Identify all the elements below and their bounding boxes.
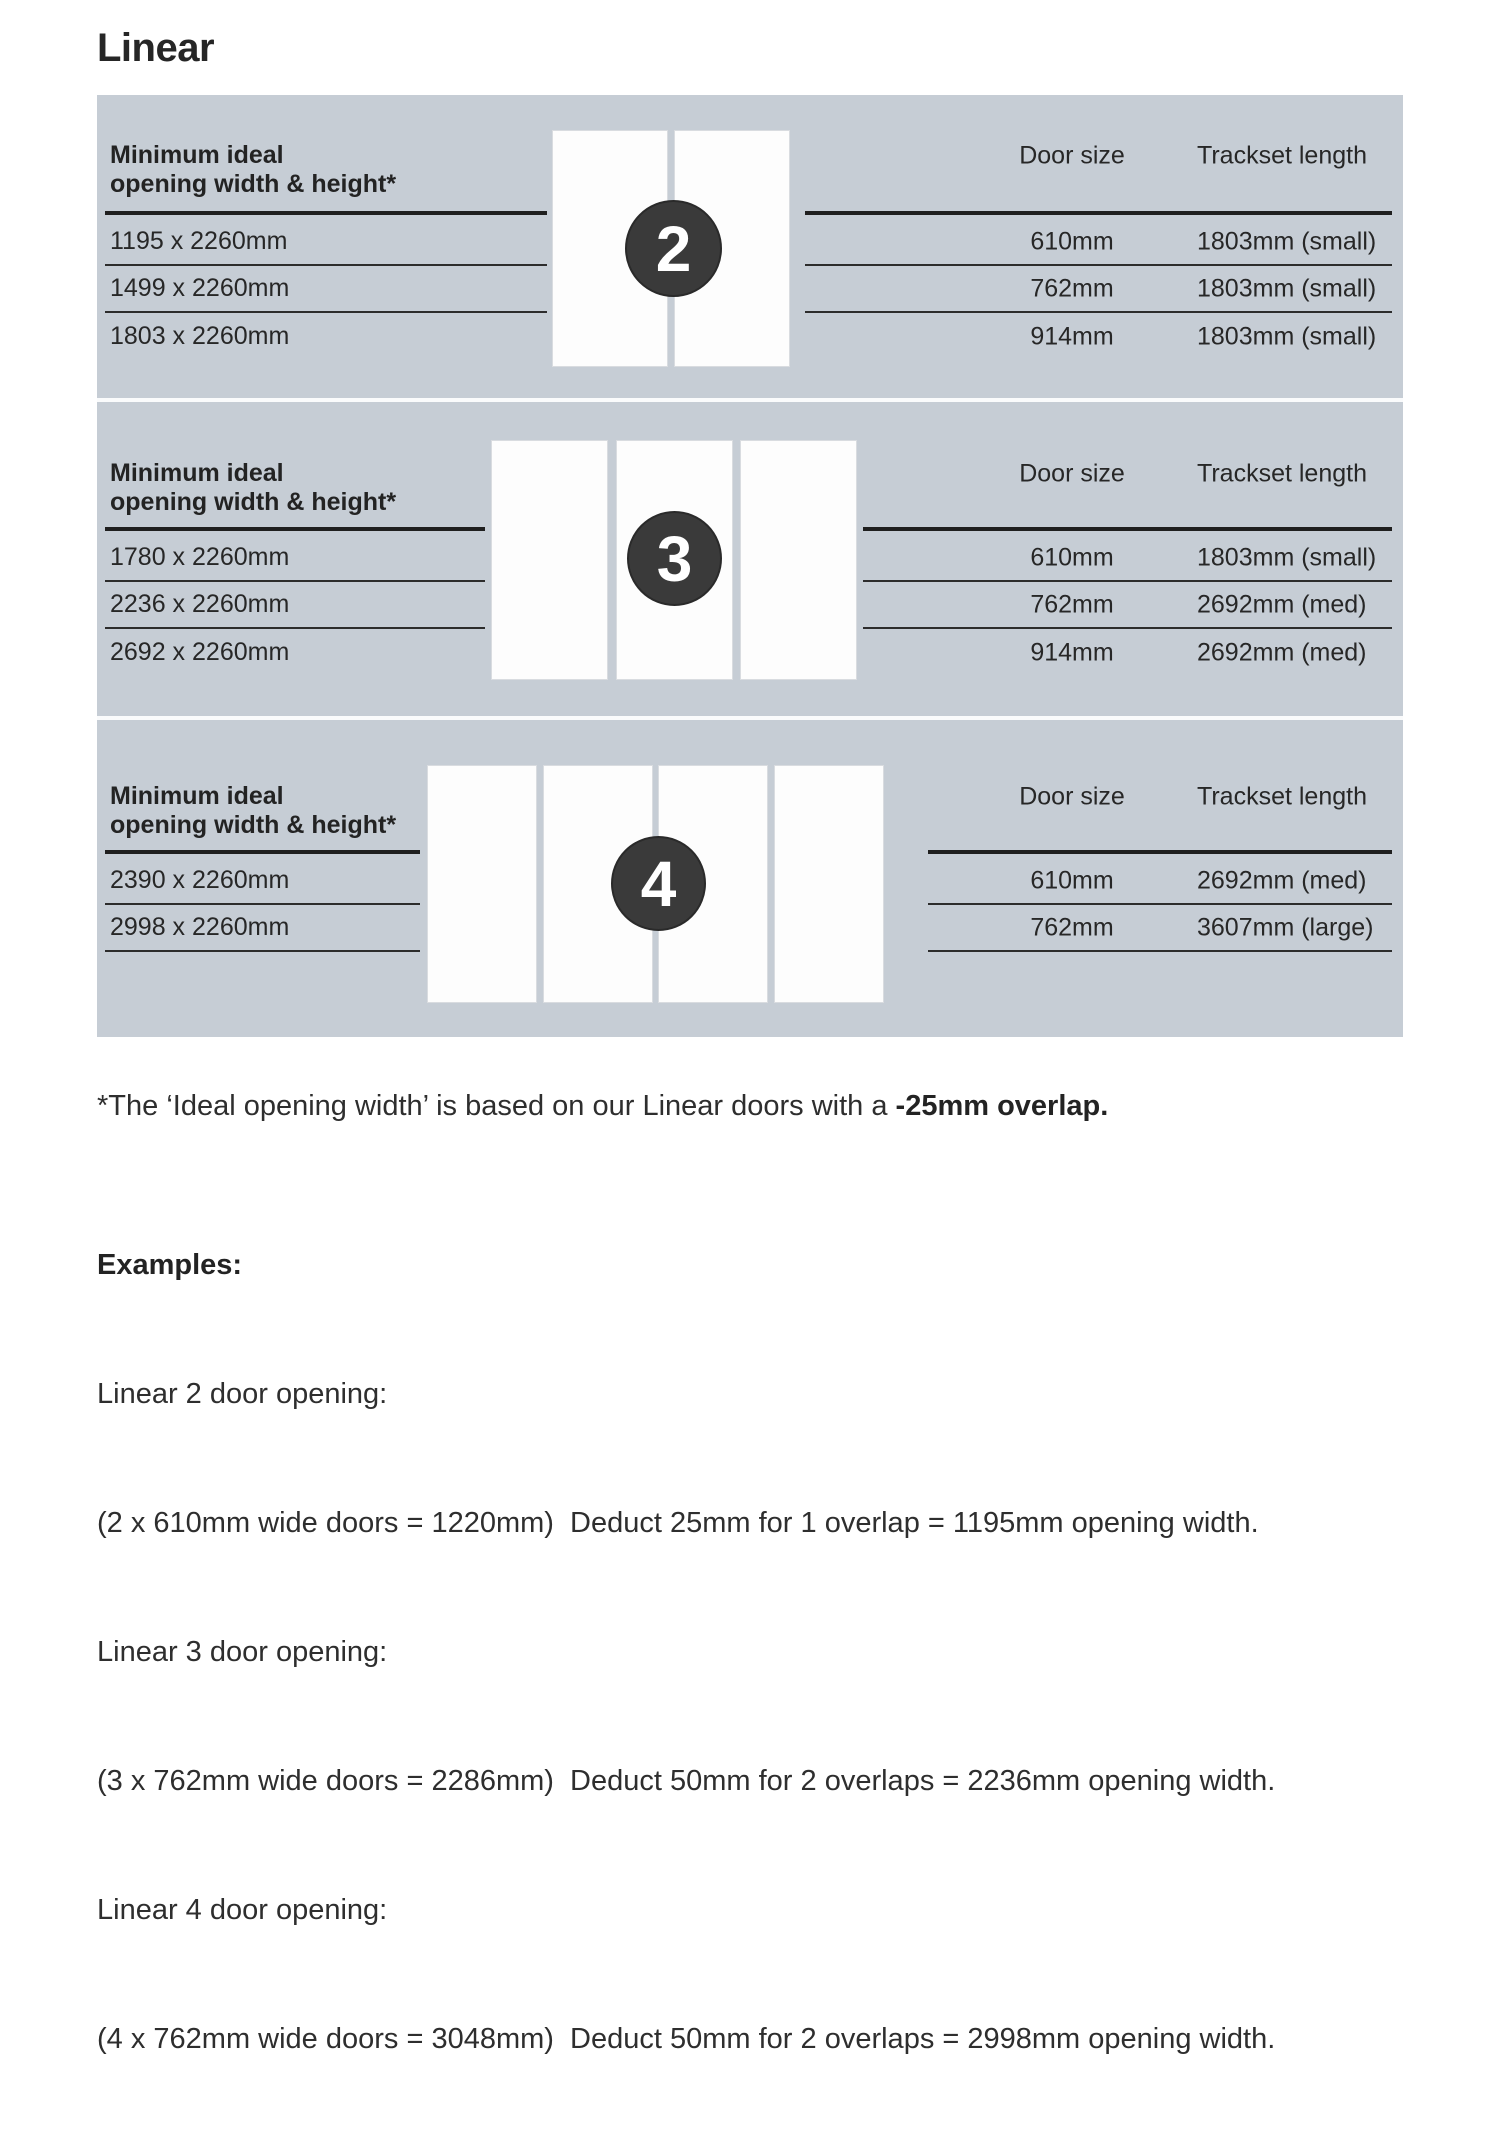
page-title: Linear bbox=[97, 26, 215, 70]
trackset-length-value: 1803mm (small) bbox=[1197, 543, 1377, 571]
trackset-length-value: 1803mm (small) bbox=[1197, 274, 1377, 302]
door-count-badge: 3 bbox=[627, 511, 722, 606]
right-table-header bbox=[805, 141, 1392, 170]
opening-size-table bbox=[105, 858, 420, 952]
table-row bbox=[928, 858, 1392, 905]
footnote-text: *The ‘Ideal opening width’ is based on our Linear doors with a bbox=[97, 1090, 896, 1122]
min-opening-header-line2: opening width & height* bbox=[110, 170, 397, 198]
right-table-header bbox=[863, 459, 1392, 488]
examples-heading: Examples: bbox=[97, 1249, 243, 1281]
footnote bbox=[97, 1090, 1108, 1123]
table-row bbox=[805, 219, 1392, 266]
example-line: Linear 4 door opening: bbox=[97, 1894, 388, 1926]
min-opening-header-line1: Minimum ideal bbox=[110, 782, 284, 810]
table-row: 1803 x 2260mm bbox=[110, 322, 290, 350]
table-row bbox=[805, 313, 1392, 360]
table-row bbox=[863, 535, 1392, 582]
trackset-table bbox=[928, 858, 1392, 952]
opening-size-table bbox=[105, 535, 485, 676]
right-table-header bbox=[928, 782, 1392, 811]
right-table-rule bbox=[863, 527, 1392, 531]
trackset-length-header: Trackset length bbox=[1197, 459, 1367, 487]
trackset-table bbox=[805, 219, 1392, 360]
trackset-length-value: 2692mm (med) bbox=[1197, 638, 1367, 666]
door-size-value: 762mm bbox=[1030, 274, 1114, 302]
right-table-rule bbox=[928, 850, 1392, 854]
table-row: 2390 x 2260mm bbox=[105, 858, 420, 905]
left-table-rule bbox=[105, 211, 547, 215]
footnote-bold: -25mm overlap. bbox=[895, 1090, 1109, 1122]
min-opening-header bbox=[110, 141, 396, 199]
min-opening-header-line2: opening width & height* bbox=[110, 811, 397, 839]
trackset-length-header: Trackset length bbox=[1197, 782, 1367, 810]
trackset-length-value: 3607mm (large) bbox=[1197, 913, 1374, 941]
example-line: Linear 3 door opening: bbox=[97, 1636, 388, 1668]
min-opening-header-line2: opening width & height* bbox=[110, 488, 397, 516]
door-size-value: 610mm bbox=[1030, 227, 1114, 255]
table-row: 2236 x 2260mm bbox=[105, 582, 485, 629]
table-row: 2692 x 2260mm bbox=[110, 638, 290, 666]
min-opening-header bbox=[110, 782, 396, 840]
door-size-value: 914mm bbox=[1030, 322, 1114, 350]
door-size-header: Door size bbox=[1019, 459, 1125, 487]
min-opening-header-line1: Minimum ideal bbox=[110, 459, 284, 487]
example-line: (2 x 610mm wide doors = 1220mm) Deduct 25mm for 1 overlap = 1195mm opening width. bbox=[97, 1507, 1259, 1539]
example-line: Linear 2 door opening: bbox=[97, 1378, 388, 1410]
table-row: 2998 x 2260mm bbox=[105, 905, 420, 952]
table-row bbox=[805, 266, 1392, 313]
trackset-length-header: Trackset length bbox=[1197, 141, 1367, 169]
trackset-length-value: 1803mm (small) bbox=[1197, 227, 1377, 255]
door-panel bbox=[740, 440, 857, 680]
trackset-length-value: 2692mm (med) bbox=[1197, 866, 1367, 894]
min-opening-header-line1: Minimum ideal bbox=[110, 141, 284, 169]
trackset-table bbox=[863, 535, 1392, 676]
left-table-rule bbox=[105, 527, 485, 531]
door-count-badge: 2 bbox=[625, 200, 722, 297]
table-row bbox=[863, 582, 1392, 629]
table-row bbox=[928, 905, 1392, 952]
min-opening-header bbox=[110, 459, 396, 517]
table-row: 1780 x 2260mm bbox=[105, 535, 485, 582]
door-panel bbox=[774, 765, 884, 1003]
example-line: (4 x 762mm wide doors = 3048mm) Deduct 50mm for 2 overlaps = 2998mm opening width. bbox=[97, 2023, 1276, 2055]
section-divider bbox=[97, 398, 1403, 402]
opening-size-table bbox=[105, 219, 547, 360]
trackset-length-value: 1803mm (small) bbox=[1197, 322, 1377, 350]
table-row bbox=[863, 629, 1392, 676]
door-size-header: Door size bbox=[1019, 782, 1125, 810]
table-row: 1499 x 2260mm bbox=[105, 266, 547, 313]
spec-panel bbox=[97, 95, 1403, 1037]
examples-block bbox=[97, 1158, 1275, 2147]
door-panel bbox=[427, 765, 537, 1003]
section-divider bbox=[97, 716, 1403, 720]
door-size-value: 610mm bbox=[1030, 866, 1114, 894]
door-size-value: 914mm bbox=[1030, 638, 1114, 666]
door-panel bbox=[491, 440, 608, 680]
door-count-badge: 4 bbox=[611, 836, 706, 931]
door-size-value: 762mm bbox=[1030, 913, 1114, 941]
trackset-length-value: 2692mm (med) bbox=[1197, 590, 1367, 618]
door-size-header: Door size bbox=[1019, 141, 1125, 169]
right-table-rule bbox=[805, 211, 1392, 215]
left-table-rule bbox=[105, 850, 420, 854]
door-size-value: 762mm bbox=[1030, 590, 1114, 618]
table-row: 1195 x 2260mm bbox=[105, 219, 547, 266]
door-size-value: 610mm bbox=[1030, 543, 1114, 571]
example-line: (3 x 762mm wide doors = 2286mm) Deduct 50mm for 2 overlaps = 2236mm opening width. bbox=[97, 1765, 1276, 1797]
